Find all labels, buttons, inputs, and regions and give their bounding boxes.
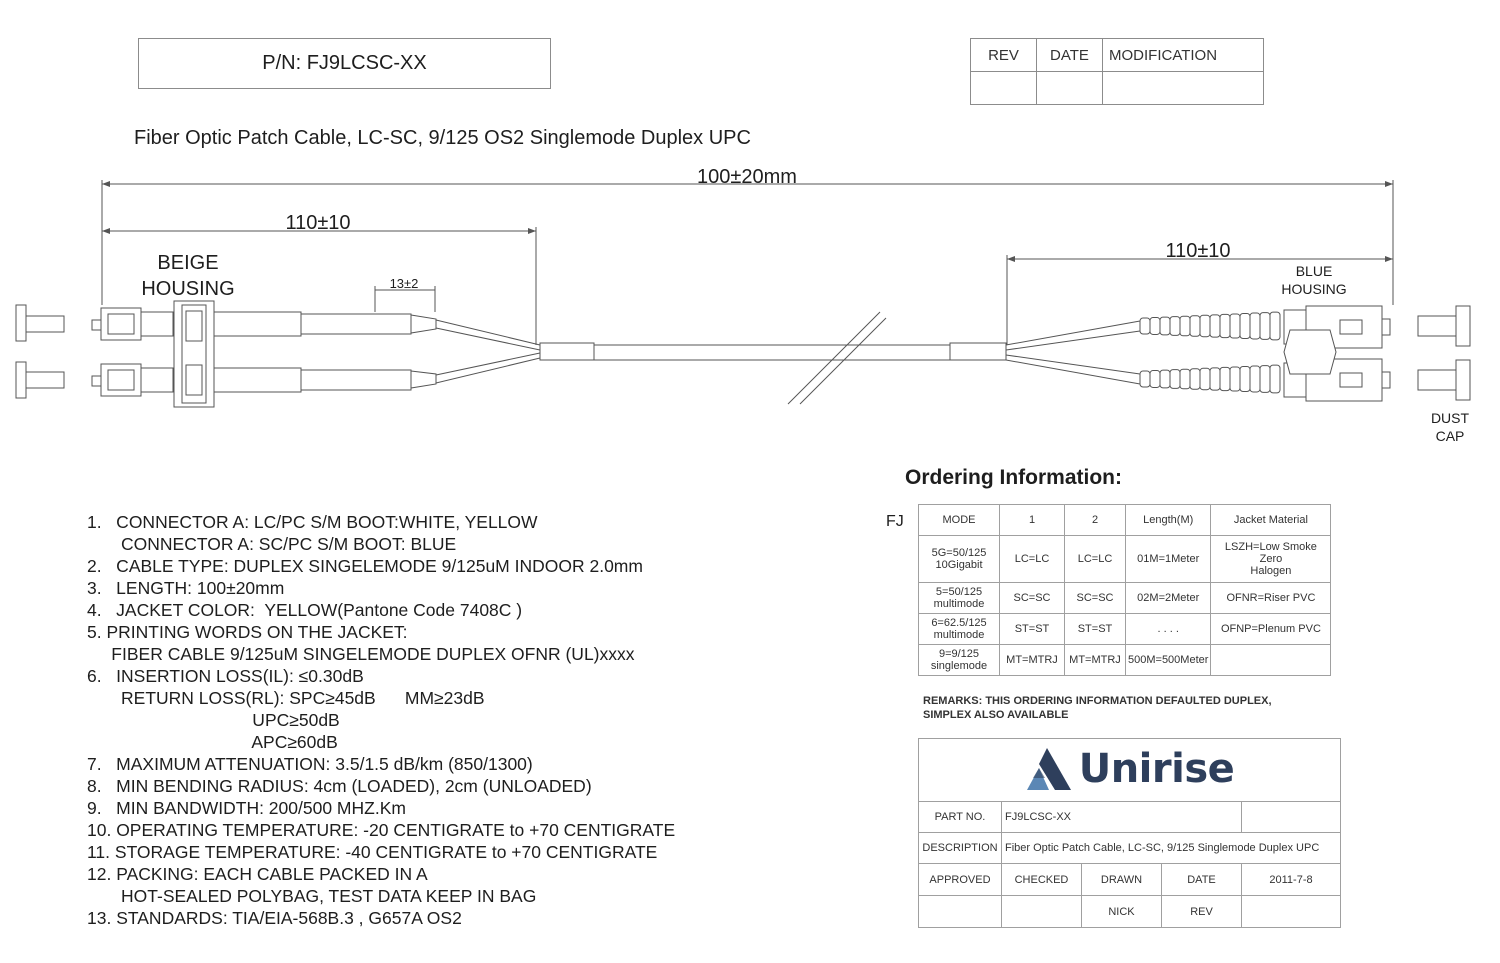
part-no-value: FJ9LCSC-XX: [1002, 802, 1242, 833]
modification-header: MODIFICATION: [1103, 39, 1264, 72]
rev-header: REV: [971, 39, 1037, 72]
unirise-triangle-icon: [1025, 746, 1073, 792]
unirise-logo: [1025, 746, 1235, 792]
cable-drawing: [0, 165, 1500, 455]
right-dust-cap-bottom: [1418, 360, 1470, 400]
ordering-table: [918, 504, 1331, 676]
remarks-line-1: REMARKS: THIS ORDERING INFORMATION DEFAULTED DUPLEX,: [923, 695, 1272, 707]
lc-duplex-clip: [174, 301, 214, 407]
note-line: 5. PRINTING WORDS ON THE JACKET:: [87, 622, 408, 642]
ordering-header-mode: MODE: [919, 505, 1000, 536]
right-housing-label-1: BLUE: [1295, 263, 1333, 279]
rev-value: [1242, 896, 1341, 928]
note-line: UPC≥50dB: [87, 710, 340, 730]
drawing-subtitle: Fiber Optic Patch Cable, LC-SC, 9/125 OS2 Singlemode Duplex UPC: [134, 127, 751, 149]
ordering-cell: SC=SC: [1000, 583, 1065, 614]
ordering-cell: . . . .: [1126, 614, 1211, 645]
right-breakout-label: 110±10: [1165, 240, 1231, 262]
ordering-cell: [1211, 645, 1331, 676]
ordering-header-length: Length(M): [1126, 505, 1211, 536]
date-cell: [1037, 72, 1103, 105]
note-line: 10. OPERATING TEMPERATURE: -20 CENTIGRATE to +70 CENTIGRATE: [87, 820, 676, 840]
date-value: 2011-7-8: [1242, 864, 1341, 896]
ordering-cell: ST=ST: [1065, 614, 1126, 645]
note-line: APC≥60dB: [87, 732, 338, 752]
dust-cap-label-1: DUST: [1430, 410, 1470, 426]
part-no-label: PART NO.: [919, 802, 1002, 833]
checked-value: [1002, 896, 1082, 928]
remarks-line-2: SIMPLEX ALSO AVAILABLE: [923, 709, 1069, 721]
date-header: DATE: [1037, 39, 1103, 72]
ordering-row: [919, 645, 1331, 676]
overall-length-label: 100±20mm: [697, 166, 797, 188]
checked-label: CHECKED: [1002, 864, 1082, 896]
note-line: 8. MIN BENDING RADIUS: 4cm (LOADED), 2cm (UNLOADED): [87, 776, 592, 796]
ordering-title: Ordering Information:: [905, 466, 1122, 489]
brand-name: Unirise: [1078, 745, 1235, 792]
left-breakout-label: 110±10: [285, 212, 351, 234]
sc-boot-bottom: [1140, 365, 1280, 393]
lc-connector-top: [92, 308, 436, 340]
ordering-row: [919, 583, 1331, 614]
ordering-cell: 02M=2Meter: [1126, 583, 1211, 614]
ordering-cell: OFNR=Riser PVC: [1211, 583, 1331, 614]
ordering-cell: 01M=1Meter: [1126, 536, 1211, 583]
note-line: FIBER CABLE 9/125uM SINGELEMODE DUPLEX OFNR (UL)xxxx: [87, 644, 635, 664]
ordering-row: [919, 614, 1331, 645]
part-number-box: [138, 38, 551, 89]
modification-cell: [1103, 72, 1264, 105]
boot-length-label: 13±2: [389, 276, 419, 291]
description-value: Fiber Optic Patch Cable, LC-SC, 9/125 Singlemode Duplex UPC: [1002, 833, 1341, 864]
rev-cell: [971, 72, 1037, 105]
ordering-header-1: 1: [1000, 505, 1065, 536]
ordering-cell: LC=LC: [1065, 536, 1126, 583]
ordering-remarks: [923, 694, 1323, 722]
description-label: DESCRIPTION: [919, 833, 1002, 864]
revision-table: [970, 38, 1264, 105]
note-line: 11. STORAGE TEMPERATURE: -40 CENTIGRATE to +70 CENTIGRATE: [87, 842, 658, 862]
part-no-extra: [1242, 802, 1341, 833]
approved-label: APPROVED: [919, 864, 1002, 896]
left-dust-cap-top: [16, 305, 64, 341]
note-line: 2. CABLE TYPE: DUPLEX SINGELEMODE 9/125uM INDOOR 2.0mm: [87, 556, 643, 576]
ordering-cell: LC=LC: [1000, 536, 1065, 583]
note-line: RETURN LOSS(RL): SPC≥45dB MM≥23dB: [87, 688, 485, 708]
drawn-label: DRAWN: [1082, 864, 1162, 896]
dust-cap-label-2: CAP: [1435, 428, 1465, 444]
sc-boot-top: [1140, 312, 1280, 340]
note-line: 1. CONNECTOR A: LC/PC S/M BOOT:WHITE, YELLOW: [87, 512, 538, 532]
note-line: HOT-SEALED POLYBAG, TEST DATA KEEP IN BAG: [87, 886, 537, 906]
specification-notes: [87, 511, 675, 929]
ordering-row: [919, 536, 1331, 583]
sc-duplex-clip: [1284, 330, 1336, 374]
note-line: 3. LENGTH: 100±20mm: [87, 578, 285, 598]
ordering-cell: 6=62.5/125 multimode: [919, 614, 1000, 645]
right-dust-cap-top: [1418, 306, 1470, 346]
drawn-value: NICK: [1082, 896, 1162, 928]
sc-boots: [1140, 312, 1280, 393]
ordering-cell: SC=SC: [1065, 583, 1126, 614]
part-number: P/N: FJ9LCSC-XX: [262, 52, 427, 74]
right-housing-label-2: HOUSING: [1281, 281, 1347, 297]
title-block: [918, 738, 1341, 928]
left-dust-cap-bottom: [16, 362, 64, 398]
lc-connector-bottom: [92, 364, 436, 396]
left-housing-label-1: BEIGE: [157, 252, 219, 274]
note-line: 7. MAXIMUM ATTENUATION: 3.5/1.5 dB/km (850/1300): [87, 754, 533, 774]
ordering-prefix: FJ: [886, 513, 904, 530]
note-line: CONNECTOR A: SC/PC S/M BOOT: BLUE: [87, 534, 457, 554]
ordering-cell: ST=ST: [1000, 614, 1065, 645]
ordering-header-jacket: Jacket Material: [1211, 505, 1331, 536]
left-housing-label-2: HOUSING: [141, 278, 235, 300]
rev-label: REV: [1162, 896, 1242, 928]
note-line: 13. STANDARDS: TIA/EIA-568B.3 , G657A OS2: [87, 908, 462, 928]
note-line: 6. INSERTION LOSS(IL): ≤0.30dB: [87, 666, 364, 686]
ordering-cell: LSZH=Low Smoke Zero Halogen: [1211, 536, 1331, 583]
approved-value: [919, 896, 1002, 928]
note-line: 9. MIN BANDWIDTH: 200/500 MHZ.Km: [87, 798, 406, 818]
logo-cell: [919, 739, 1341, 802]
ordering-header-2: 2: [1065, 505, 1126, 536]
date-label: DATE: [1162, 864, 1242, 896]
ordering-cell: 500M=500Meter: [1126, 645, 1211, 676]
note-line: 4. JACKET COLOR: YELLOW(Pantone Code 7408C ): [87, 600, 523, 620]
ordering-cell: 5G=50/125 10Gigabit: [919, 536, 1000, 583]
ordering-cell: MT=MTRJ: [1000, 645, 1065, 676]
ordering-cell: OFNP=Plenum PVC: [1211, 614, 1331, 645]
ordering-cell: 9=9/125 singlemode: [919, 645, 1000, 676]
ordering-cell: MT=MTRJ: [1065, 645, 1126, 676]
ordering-cell: 5=50/125 multimode: [919, 583, 1000, 614]
note-line: 12. PACKING: EACH CABLE PACKED IN A: [87, 864, 428, 884]
